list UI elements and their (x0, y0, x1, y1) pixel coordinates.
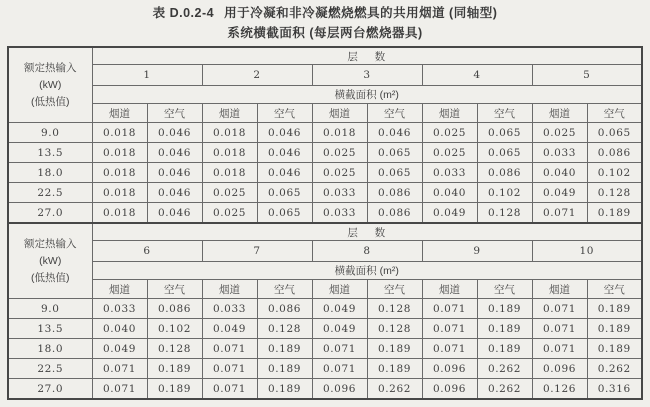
floor-number: 6 (92, 241, 202, 262)
floors-count-label: 层 数 (92, 223, 642, 241)
area-value: 0.262 (477, 379, 532, 400)
heat-input-header-line: 额定热输入 (24, 61, 77, 74)
area-value: 0.189 (147, 379, 202, 400)
area-value: 0.189 (367, 339, 422, 359)
heat-input-value: 27.0 (8, 203, 92, 224)
area-value: 0.033 (312, 203, 367, 224)
col-label-air: 空气 (257, 104, 312, 123)
col-label-air: 空气 (477, 104, 532, 123)
area-value: 0.025 (312, 163, 367, 183)
col-label-air: 空气 (367, 104, 422, 123)
area-value: 0.071 (532, 339, 587, 359)
col-label-flue: 烟道 (202, 104, 257, 123)
area-value: 0.086 (147, 299, 202, 319)
area-value: 0.189 (257, 339, 312, 359)
heat-input-value: 13.5 (8, 319, 92, 339)
cross-section-area-label: 横截面积 (m²) (92, 262, 642, 280)
col-label-air: 空气 (147, 280, 202, 299)
area-value: 0.128 (147, 339, 202, 359)
area-value: 0.033 (532, 143, 587, 163)
area-value: 0.071 (312, 359, 367, 379)
area-value: 0.128 (367, 319, 422, 339)
area-value: 0.189 (587, 339, 642, 359)
area-value: 0.040 (422, 183, 477, 203)
area-value: 0.040 (92, 319, 147, 339)
col-label-flue: 烟道 (92, 104, 147, 123)
area-value: 0.065 (367, 163, 422, 183)
col-label-flue: 烟道 (532, 104, 587, 123)
heat-input-value: 22.5 (8, 183, 92, 203)
area-value: 0.018 (312, 123, 367, 143)
col-label-air: 空气 (367, 280, 422, 299)
area-value: 0.033 (312, 183, 367, 203)
area-value: 0.046 (257, 163, 312, 183)
area-value: 0.262 (587, 359, 642, 379)
area-value: 0.025 (202, 203, 257, 224)
area-value: 0.189 (477, 319, 532, 339)
col-label-flue: 烟道 (422, 104, 477, 123)
area-value: 0.025 (312, 143, 367, 163)
floor-number: 7 (202, 241, 312, 262)
area-value: 0.189 (587, 319, 642, 339)
area-value: 0.033 (422, 163, 477, 183)
heat-input-header-line: (低热值) (31, 95, 70, 108)
area-value: 0.189 (257, 359, 312, 379)
area-value: 0.071 (92, 359, 147, 379)
table-number: 表 D.0.2-4 (152, 6, 215, 20)
col-label-flue: 烟道 (422, 280, 477, 299)
area-value: 0.086 (587, 143, 642, 163)
col-label-flue: 烟道 (312, 104, 367, 123)
area-value: 0.071 (532, 203, 587, 224)
area-value: 0.071 (92, 379, 147, 400)
area-value: 0.049 (422, 203, 477, 224)
area-value: 0.316 (587, 379, 642, 400)
area-value: 0.046 (367, 123, 422, 143)
heat-input-header-line: (低热值) (31, 271, 70, 284)
area-value: 0.071 (202, 339, 257, 359)
heat-input-value: 9.0 (8, 299, 92, 319)
area-value: 0.065 (257, 183, 312, 203)
col-label-flue: 烟道 (202, 280, 257, 299)
area-value: 0.046 (147, 143, 202, 163)
area-value: 0.046 (257, 123, 312, 143)
floor-number: 8 (312, 241, 422, 262)
area-value: 0.102 (587, 163, 642, 183)
area-value: 0.046 (147, 123, 202, 143)
area-value: 0.128 (477, 203, 532, 224)
area-value: 0.071 (312, 339, 367, 359)
area-value: 0.065 (477, 123, 532, 143)
area-value: 0.189 (257, 379, 312, 400)
col-label-air: 空气 (587, 104, 642, 123)
area-value: 0.049 (532, 183, 587, 203)
heat-input-value: 13.5 (8, 143, 92, 163)
area-value: 0.065 (257, 203, 312, 224)
floor-number: 10 (532, 241, 642, 262)
area-value: 0.065 (587, 123, 642, 143)
area-value: 0.033 (92, 299, 147, 319)
area-value: 0.049 (92, 339, 147, 359)
area-value: 0.096 (312, 379, 367, 400)
heat-input-value: 22.5 (8, 359, 92, 379)
area-value: 0.046 (147, 203, 202, 224)
area-value: 0.189 (367, 359, 422, 379)
col-label-air: 空气 (587, 280, 642, 299)
floor-number: 2 (202, 65, 312, 86)
table-subtitle: 系统横截面积 (每层两台燃烧器具) (227, 26, 423, 40)
area-value: 0.128 (587, 183, 642, 203)
area-value: 0.018 (202, 143, 257, 163)
area-value: 0.025 (202, 183, 257, 203)
cross-section-area-label: 横截面积 (m²) (92, 86, 642, 104)
table-title (0, 6, 650, 21)
heat-input-value: 9.0 (8, 123, 92, 143)
area-value: 0.049 (312, 299, 367, 319)
area-value: 0.025 (422, 123, 477, 143)
heat-input-value: 18.0 (8, 339, 92, 359)
area-value: 0.018 (92, 143, 147, 163)
area-value: 0.071 (202, 379, 257, 400)
floor-number: 9 (422, 241, 532, 262)
area-value: 0.071 (422, 339, 477, 359)
area-value: 0.018 (202, 163, 257, 183)
area-value: 0.018 (202, 123, 257, 143)
area-value: 0.262 (477, 359, 532, 379)
area-table-body (8, 47, 642, 399)
area-value: 0.086 (477, 163, 532, 183)
area-value: 0.189 (587, 299, 642, 319)
heat-input-header (8, 223, 92, 299)
heat-input-header-line: 额定热输入 (24, 237, 77, 250)
heat-input-header-line: (kW) (39, 254, 62, 267)
col-label-flue: 烟道 (312, 280, 367, 299)
area-value: 0.189 (477, 299, 532, 319)
area-value: 0.071 (422, 319, 477, 339)
floor-number: 1 (92, 65, 202, 86)
heat-input-value: 18.0 (8, 163, 92, 183)
area-value: 0.086 (367, 183, 422, 203)
area-value: 0.189 (147, 359, 202, 379)
area-value: 0.189 (587, 203, 642, 224)
area-value: 0.071 (202, 359, 257, 379)
heat-input-header-line: (kW) (39, 78, 62, 91)
area-value: 0.065 (367, 143, 422, 163)
floor-number: 5 (532, 65, 642, 86)
area-value: 0.126 (532, 379, 587, 400)
col-label-air: 空气 (257, 280, 312, 299)
area-value: 0.128 (367, 299, 422, 319)
col-label-air: 空气 (477, 280, 532, 299)
area-value: 0.086 (367, 203, 422, 224)
area-value: 0.071 (532, 299, 587, 319)
area-value: 0.086 (257, 299, 312, 319)
col-label-air: 空气 (147, 104, 202, 123)
area-value: 0.071 (532, 319, 587, 339)
area-value: 0.049 (312, 319, 367, 339)
floors-count-label: 层 数 (92, 47, 642, 65)
area-value: 0.102 (477, 183, 532, 203)
col-label-flue: 烟道 (532, 280, 587, 299)
area-value: 0.033 (202, 299, 257, 319)
floor-number: 3 (312, 65, 422, 86)
area-value: 0.025 (422, 143, 477, 163)
area-value: 0.096 (422, 379, 477, 400)
area-value: 0.049 (202, 319, 257, 339)
area-value: 0.018 (92, 163, 147, 183)
area-value: 0.071 (422, 299, 477, 319)
floor-number: 4 (422, 65, 532, 86)
area-value: 0.102 (147, 319, 202, 339)
col-label-flue: 烟道 (92, 280, 147, 299)
area-value: 0.046 (147, 183, 202, 203)
heat-input-value: 27.0 (8, 379, 92, 400)
area-value: 0.262 (367, 379, 422, 400)
area-value: 0.096 (532, 359, 587, 379)
area-value: 0.018 (92, 183, 147, 203)
area-value: 0.046 (147, 163, 202, 183)
area-value: 0.189 (477, 339, 532, 359)
area-value: 0.018 (92, 203, 147, 224)
area-value: 0.018 (92, 123, 147, 143)
area-value: 0.025 (532, 123, 587, 143)
area-value: 0.040 (532, 163, 587, 183)
area-value: 0.046 (257, 143, 312, 163)
area-table (7, 46, 643, 400)
area-value: 0.096 (422, 359, 477, 379)
area-value: 0.065 (477, 143, 532, 163)
area-value: 0.128 (257, 319, 312, 339)
heat-input-header (8, 47, 92, 123)
table-title-text: 用于冷凝和非冷凝燃烧燃具的共用烟道 (同轴型) (224, 6, 498, 20)
